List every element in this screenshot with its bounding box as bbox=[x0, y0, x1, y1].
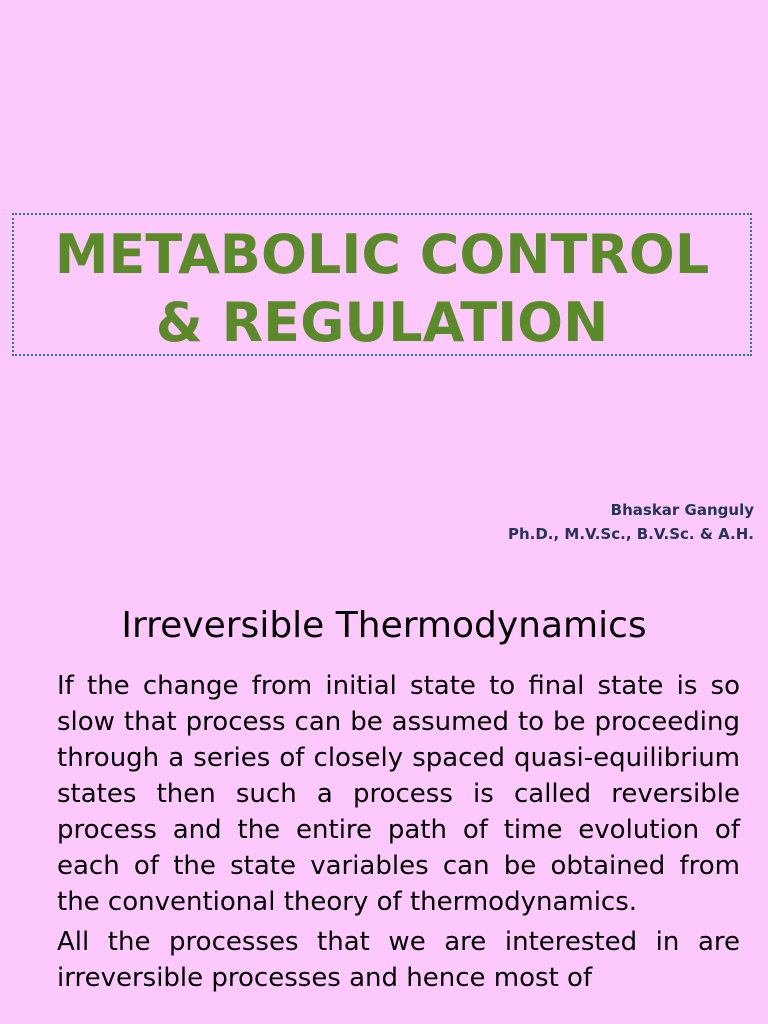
title-line-1: METABOLIC CONTROL bbox=[54, 223, 710, 286]
paragraph-1: If the change from initial state to final state is so slow that process can be assumed to be proceeding through a series of closely spaced quasi-equilibrium states then such a process is called reversible process and the entire path of time evolution of each of the state variables can be obtained from the conventional theory of thermodynamics. bbox=[57, 671, 740, 917]
title-box bbox=[12, 213, 752, 356]
title-line-2: & REGULATION bbox=[155, 291, 609, 354]
paragraph-2: All the processes that we are interested in are irreversible processes and hence most of bbox=[57, 927, 740, 993]
author-block bbox=[508, 498, 754, 546]
body-text bbox=[57, 668, 740, 1000]
slide-heading: Irreversible Thermodynamics bbox=[121, 605, 647, 646]
author-credentials: Ph.D., M.V.Sc., B.V.Sc. & A.H. bbox=[507, 525, 754, 543]
author-name: Bhaskar Ganguly bbox=[610, 501, 754, 519]
